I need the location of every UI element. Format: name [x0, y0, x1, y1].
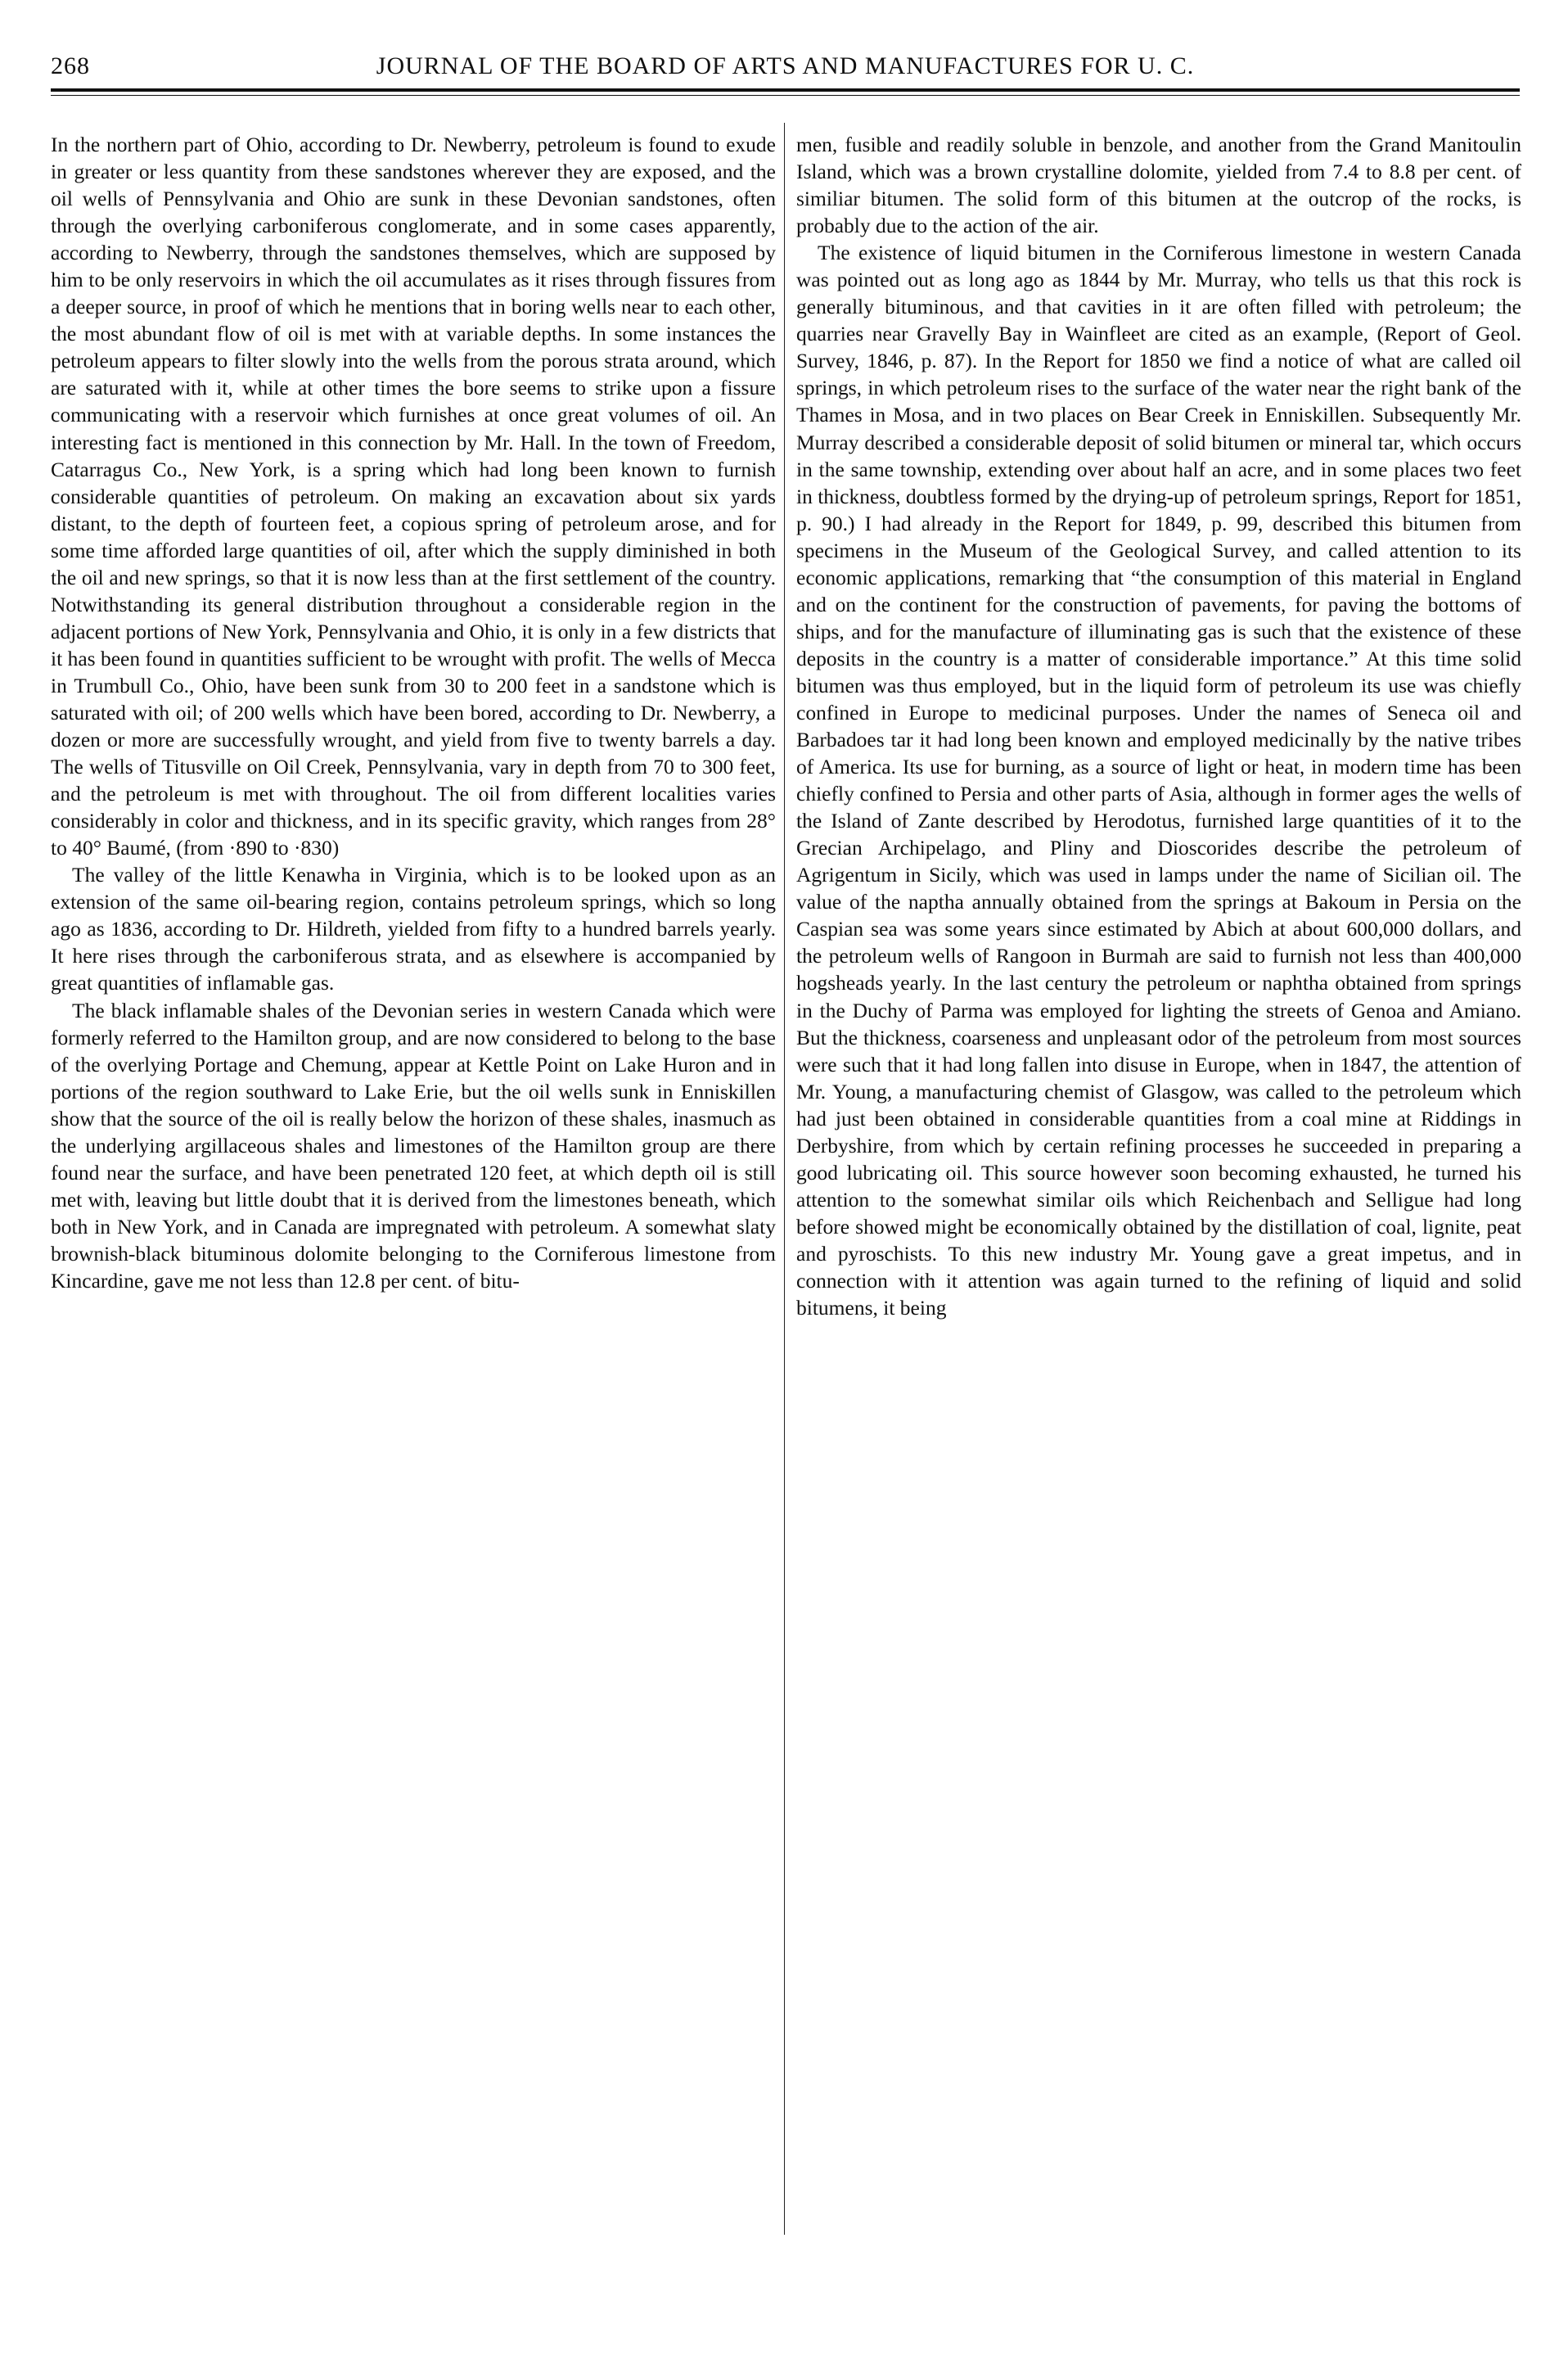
page-header: [51, 46, 1520, 83]
right-column: [796, 131, 1521, 2227]
paragraph: The valley of the little Kenawha in Virginia, which is to be looked upon as an extension of the same oil-bearing region, contains petroleum springs, which so long ago as 1836, according to Dr. Hildreth, yielded from fifty to a hundred barrels yearly. It here rises through the carboniferous strata, and as elsewhere is accompanied by great quantities of inflamable gas.: [51, 863, 776, 995]
page-number: 268: [51, 52, 90, 79]
left-column: [51, 131, 776, 2227]
paragraph: The black inflamable shales of the Devonian series in western Canada which were formerly referred to the Hamilton group, and are now considered to belong to the base of the overlying Portage and Chemung, appear at Kettle Point on Lake Huron and in portions of the region southward to Lake Erie, but the oil wells sunk in Enniskillen show that the source of the oil is really below the horizon of these shales, inasmuch as the underlying argillaceous shales and limestones of the Hamilton group are there found near the surface, and have been penetrated 120 feet, at which depth oil is still met with, leaving but little doubt that it is derived from the limestones beneath, which both in New York, and in Canada are impregnated with petroleum. A somewhat slaty brownish-black bituminous dolomite belonging to the Corniferous limestone from Kincardine, gave me not less than 12.8 per cent. of bitu-: [51, 998, 776, 1293]
running-head: JOURNAL OF THE BOARD OF ARTS AND MANUFACTURES FOR U. C.: [376, 52, 1195, 79]
paragraph: men, fusible and readily soluble in benzole, and another from the Grand Manitoulin Island, which was a brown crystalline dolomite, yielded from 7.4 to 8.8 per cent. of similiar bitumen. The solid form of this bitumen at the outcrop of the rocks, is probably due to the action of the air.: [796, 133, 1521, 238]
header-rule-thick: [51, 88, 1520, 92]
paragraph: The existence of liquid bitumen in the Corniferous limestone in western Canada was pointed out as long ago as 1844 by Mr. Murray, who tells us that this rock is generally bituminous, and that cavities in it are often filled with petroleum; the quarries near Gravelly Bay in Wainfleet are cited as an example, (Report of Geol. Survey, 1846, p. 87). In the Report for 1850 we find a notice of what are called oil springs, in which petroleum rises to the surface of the water near the right bank of the Thames in Mosa, and in two places on Bear Creek in Enniskillen. Subsequently Mr. Murray described a considerable deposit of solid bitumen or mineral tar, which occurs in the same township, extending over about half an acre, and in some places two feet in thickness, doubtless formed by the drying-up of petroleum springs, Report for 1851, p. 90.) I had already in the Report for 1849, p. 99, described this bitumen from specimens in the Museum of the Geological Survey, and called attention to its economic applications, remarking that “the consumption of this material in England and on the continent for the construction of pavements, for paving the bottoms of ships, and for the manufacture of illuminating gas is such that the existence of these deposits in the country is a matter of considerable importance.” At this time solid bitumen was thus employed, but in the liquid form of petroleum its use was chiefly confined in Europe to medicinal purposes. Under the names of Seneca oil and Barbadoes tar it had long been known and employed medicinally by the native tribes of America. Its use for burning, as a source of light or heat, in modern time has been chiefly confined to Persia and other parts of Asia, although in former ages the wells of the Island of Zante described by Herodotus, furnished large quantities of it to the Grecian Archipelago, and Pliny and Dioscorides describe the petroleum of Agrigentum in Sicily, which was used in lamps under the name of Sicilian oil. The value of the naptha annually obtained from the springs at Bakoum in Persia on the Caspian sea was some years since estimated by Abich at about 600,000 dollars, and the petroleum wells of Rangoon in Burmah are said to furnish not less than 400,000 hogsheads yearly. In the last century the petroleum or naphtha obtained from springs in the Duchy of Parma was employed for lighting the streets of Genoa and Amiano. But the thickness, coarseness and unpleasant odor of the petroleum from most sources were such that it had long fallen into disuse in Europe, when in 1847, the attention of Mr. Young, a manufacturing chemist of Glasgow, was called to the petroleum which had just been obtained in considerable quantities from a coal mine at Riddings in Derbyshire, from which by certain refining processes he succeeded in preparing a good lubricating oil. This source however soon becoming exhausted, he turned his attention to the somewhat similar oils which Reichenbach and Selligue had long before showed might be economically obtained by the distillation of coal, lignite, peat and pyroschists. To this new industry Mr. Young gave a great impetus, and in connection with it attention was again turned to the refining of liquid and solid bitumens, it being: [796, 241, 1521, 1320]
column-divider: [784, 123, 785, 2235]
paragraph: In the northern part of Ohio, according to Dr. Newberry, petroleum is found to exude in greater or less quantity from these sandstones wherever they are exposed, and the oil wells of Pennsylvania and Ohio are sunk in these Devonian sandstones, often through the overlying carboniferous conglomerate, and in some cases apparently, according to Newberry, through the sandstones themselves, which are supposed by him to be only reservoirs in which the oil accumulates as it rises through fissures from a deeper source, in proof of which he mentions that in boring wells near to each other, the most abundant flow of oil is met with at variable depths. In some instances the petroleum appears to filter slowly into the wells from the porous strata around, which are saturated with it, while at other times the bore seems to strike upon a fissure communicating with a reservoir which furnishes at once great volumes of oil. An interesting fact is mentioned in this connection by Mr. Hall. In the town of Freedom, Catarragus Co., New York, is a spring which had long been known to furnish considerable quantities of petroleum. On making an excavation about six yards distant, to the depth of fourteen feet, a copious spring of petroleum arose, and for some time afforded large quantities of oil, after which the supply diminished in both the oil and new springs, so that it is now less than at the first settlement of the country. Notwithstanding its general distribution throughout a considerable region in the adjacent portions of New York, Pennsylvania and Ohio, it is only in a few districts that it has been found in quantities sufficient to be wrought with profit. The wells of Mecca in Trumbull Co., Ohio, have been sunk from 30 to 200 feet in a sandstone which is saturated with oil; of 200 wells which have been bored, according to Dr. Newberry, a dozen or more are successfully wrought, and yield from five to twenty barrels a day. The wells of Titusville on Oil Creek, Pennsylvania, vary in depth from 70 to 300 feet, and the petroleum is met with throughout. The oil from different localities varies considerably in color and thickness, and in its specific gravity, which ranges from 28° to 40° Baumé, (from ·890 to ·830): [51, 133, 776, 860]
header-rule-thin: [51, 95, 1520, 96]
